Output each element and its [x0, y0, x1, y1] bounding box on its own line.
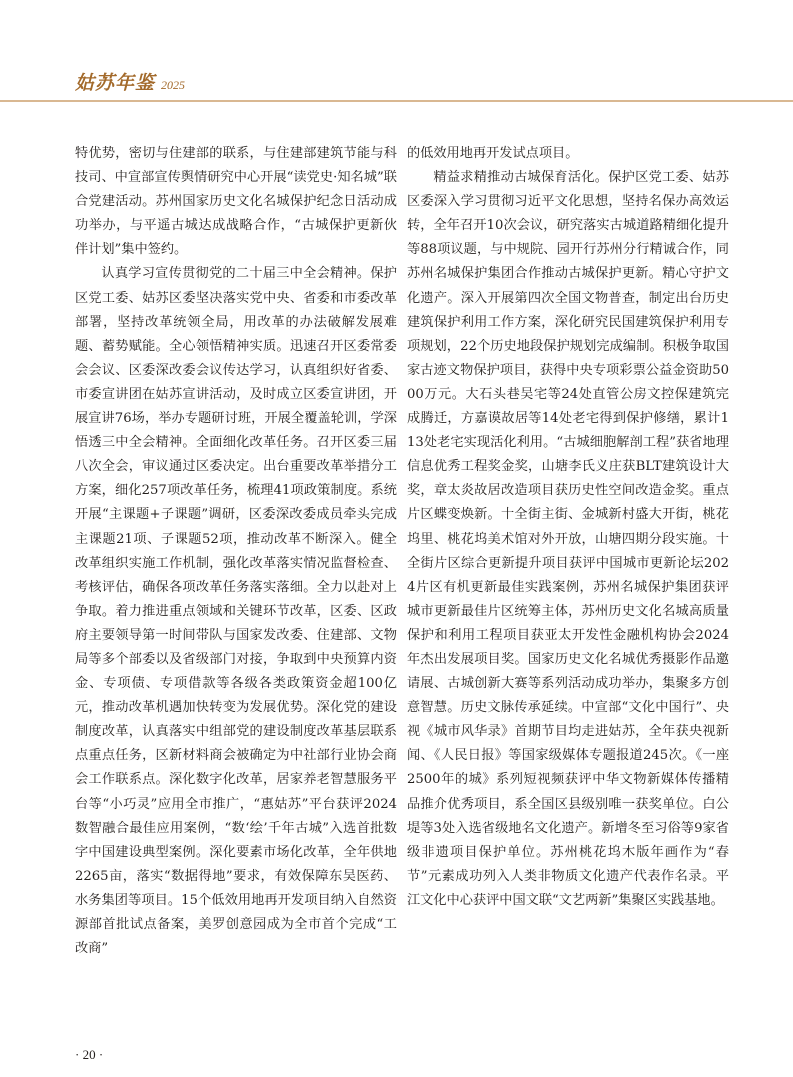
yearbook-title: 姑苏年鉴 [75, 72, 156, 94]
yearbook-year: 2025 [161, 78, 186, 92]
left-column [75, 142, 397, 961]
right-column [407, 142, 729, 913]
paragraph: 的低效用地再开发试点项目。 [407, 146, 579, 161]
header-rule [0, 100, 793, 102]
page-number: · 20 · [75, 1047, 104, 1062]
paragraph: 特优势，密切与住建部的联系，与住建部建筑节能与科技司、中宣部宣传舆情研究中心开展“读党史·知名城”联合党建活动。苏州国家历史文化名城保护纪念日活动成功举办，与平遥古城达成战略合作，“古城保护更新伙伴计划”集中签约。 [75, 146, 397, 258]
running-header [75, 68, 185, 98]
paragraph: 精益求精推动古城保育活化。保护区党工委、姑苏区委深入学习贯彻习近平文化思想，坚持名保办高效运转，全年召开10次会议，研究落实古城道路精细化提升等88项议题，与中规院、园开行苏州分行精诚合作，同苏州名城保护集团合作推动古城保护更新。精心守护文化遗产。深入开展第四次全国文物普查，制定出台历史建筑保护利用工作方案，深化研究民国建筑保护利用专项规划，22个历史地段保护规划完成编制。积极争取国家古迹文物保护项目，获得中央专项彩票公益金资助5000万元。大石头巷吴宅等24处直管公房文控保建筑完成腾迁，方嘉谟故居等14处老宅得到保护修缮，累计113处老宅实现活化利用。“古城细胞解剖工程”获省地理信息优秀工程奖金奖，山塘李氏义庄获BLT建筑设计大奖，章太炎故居改造项目获历史性空间改造金奖。重点片区蝶变焕新。十全街主街、金城新村盛大开街，桃花坞里、桃花坞美术馆对外开放，山塘四期分段实施。十全街片区综合更新提升项目获评中国城市更新论坛2024片区有机更新最佳实践案例，苏州名城保护集团获评城市更新最佳片区统筹主体，苏州历史文化名城高质量保护和利用工程项目获亚太开发性金融机构协会2024年杰出发展项目奖。国家历史文化名城优秀摄影作品邀请展、古城创新大赛等系列活动成功举办，集聚多方创意智慧。历史文脉传承延续。中宣部“文化中国行”、央视《城市风华录》首期节目均走进姑苏，全年获央视新闻、《人民日报》等国家级媒体专题报道245次。《一座2500年的城》系列短视频获评中华文物新媒体传播精品推介优秀项目，系全国区县级别唯一获奖单位。白公堤等3处入选省级地名文化遗产。新增冬至习俗等9家省级非遗项目保护单位。苏州桃花坞木版年画作为“春节”元素成功列入人类非物质文化遗产代表作名录。平江文化中心获评中国文联“文艺两新”集聚区实践基地。 [407, 170, 729, 908]
paragraph: 认真学习宣传贯彻党的二十届三中全会精神。保护区党工委、姑苏区委坚决落实党中央、省委和市委改革部署，坚持改革统领全局，用改革的办法破解发展难题、蓄势赋能。全心领悟精神实质。迅速召开区委常委会会议、区委深改委会议传达学习，认真组织好省委、市委宣讲团在姑苏宣讲活动，及时成立区委宣讲团，开展宣讲76场，举办专题研讨班，开展全覆盖轮训，学深悟透三中全会精神。全面细化改革任务。召开区委三届八次全会，审议通过区委决定。出台重要改革举措分工方案，细化257项改革任务，梳理41项政策制度。系统开展“主课题+子课题”调研，区委深改委成员牵头完成主课题21项、子课题52项，推动改革不断深入。健全改革组织实施工作机制，强化改革落实情况监督检查、考核评估，确保各项改革任务落实落细。全力以赴对上争取。着力推进重点领域和关键环节改革，区委、区政府主要领导第一时间带队与国家发改委、住建部、文物局等多个部委以及省级部门对接，争取到中央预算内资金、专项债、专项借款等各级各类政策资金超100亿元，推动改革机遇加快转变为发展优势。深化党的建设制度改革，认真落实中组部党的建设制度改革基层联系点重点任务，区新材料商会被确定为中社部行业协会商会工作联系点。深化数字化改革，居家养老智慧服务平台等“小巧灵”应用全市推广，“惠姑苏”平台获评2024数智融合最佳应用案例，“数‘绘’千年古城”入选首批数字中国建设典型案例。深化要素市场化改革，全年供地2265亩，落实“数据得地”要求，有效保障东吴医药、水务集团等项目。15个低效用地再开发项目纳入自然资源部首批试点备案，美罗创意园成为全市首个完成“工改商” [75, 266, 397, 957]
